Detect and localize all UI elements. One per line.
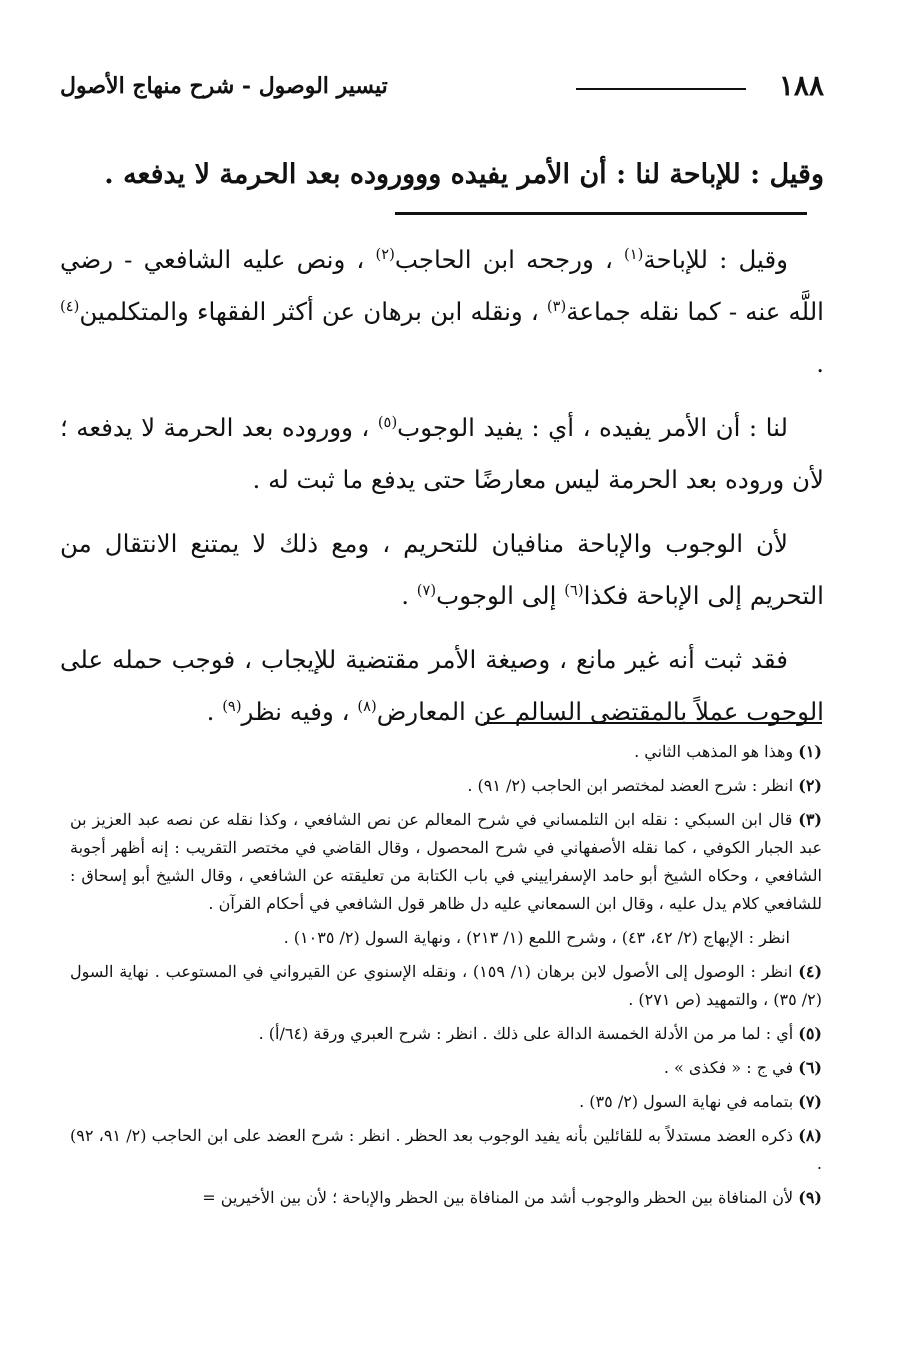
- paragraph-text: إلى الوجوب: [436, 581, 565, 610]
- paragraph-text: .: [816, 349, 824, 378]
- footnote-ref: (١): [624, 245, 644, 263]
- footnote-number: (١): [798, 742, 822, 761]
- footnote: [70, 1020, 822, 1048]
- footnote-ref: (٩): [222, 697, 242, 715]
- page-number: ١٨٨: [778, 69, 824, 102]
- footnote-ref: (٥): [377, 413, 398, 431]
- paragraph-text: .: [206, 697, 223, 726]
- footnote-text: في ج : « فكذى » .: [663, 1058, 794, 1077]
- footnote-ref: (٢): [375, 245, 395, 263]
- footnote-number: (٤): [798, 962, 823, 981]
- matn-text: وقيل : للإباحة لنا : أن الأمر يفيده وووروده بعد الحرمة لا يدفعه .: [104, 159, 824, 190]
- footnote-number: (٢): [798, 776, 822, 795]
- footnotes-divider: [484, 722, 822, 724]
- footnote-text: ذكره العضد مستدلاً به للقائلين بأنه يفيد الوجوب بعد الحظر . انظر : شرح العضد على ابن الحاجب (٢/ ٩١، ٩٢) .: [70, 1126, 822, 1173]
- footnote-text: انظر : الإبهاج (٢/ ٤٢، ٤٣) ، وشرح اللمع (١/ ٢١٣) ، ونهاية السول (٢/ ١٠٣٥) .: [283, 928, 790, 947]
- footnote-ref: (٨): [357, 697, 377, 715]
- footnote: [70, 1054, 822, 1082]
- paragraph-text: لأن الوجوب والإباحة منافيان للتحريم ، ومع ذلك لا يمتنع الانتقال من التحريم إلى الإباحة فكذا: [60, 529, 824, 610]
- header-divider: [576, 88, 746, 90]
- paragraph-text: ، ووروده بعد الحرمة لا يدفعه ؛ لأن وروده بعد الحرمة ليس معارضًا حتى يدفع ما ثبت له .: [60, 413, 824, 494]
- footnote: [70, 1184, 822, 1212]
- paragraph-3: [60, 518, 824, 622]
- footnote: [70, 806, 822, 918]
- footnote-ref: (٤): [60, 297, 80, 315]
- footnote-number: (٩): [798, 1188, 822, 1207]
- paragraph-text: فقد ثبت أنه غير مانع ، وصيغة الأمر مقتضية للإيجاب ، فوجب حمله على الوجوب عملاً بالمقتضى السالم عن المعارض: [60, 645, 824, 726]
- footnote-continuation: [70, 924, 822, 952]
- commentary-body: [60, 234, 824, 750]
- footnote: [70, 1088, 822, 1116]
- footnote-number: (٥): [798, 1024, 822, 1043]
- footnote-text: وهذا هو المذهب الثاني .: [634, 742, 794, 761]
- footnote-text: أي : لما مر من الأدلة الخمسة الدالة على ذلك . انظر : شرح العبري ورقة (٦٤/أ) .: [258, 1024, 794, 1043]
- paragraph-text: وقيل : للإباحة: [643, 245, 788, 274]
- paragraph-2: [60, 402, 824, 506]
- paragraph-text: ، ونقله ابن برهان عن أكثر الفقهاء والمتكلمين: [79, 297, 547, 326]
- running-title: تيسير الوصول - شرح منهاج الأصول: [60, 73, 388, 99]
- footnote: [70, 738, 822, 766]
- footnote-number: (٨): [798, 1126, 823, 1145]
- footnote-text: انظر : الوصول إلى الأصول لابن برهان (١/ ١٥٩) ، ونقله الإسنوي عن القيرواني في المستوعب . نهاية السول (٢/ ٣٥) ، والتمهيد (ص ٢٧١) .: [70, 962, 822, 1009]
- footnote-text: بتمامه في نهاية السول (٢/ ٣٥) .: [579, 1092, 794, 1111]
- footnote-number: (٦): [798, 1058, 822, 1077]
- footnote: [70, 772, 822, 800]
- paragraph-text: لنا : أن الأمر يفيده ، أي : يفيد الوجوب: [397, 413, 788, 442]
- footnote-ref: (٦): [564, 581, 584, 599]
- paragraph-text: ، وفيه نظر: [241, 697, 358, 726]
- footnote-text: قال ابن السبكي : نقله ابن التلمساني في شرح المعالم عن نص الشافعي ، وكذا نقله عن نصه عبد العزيز بن عبد الجبار الكوفي ، كما نقله الأصفهاني في شرح المحصول ، وقال القاضي في مختصر التقريب : إنه أظهر أجوبة الشافعي ، وحكاه الشيخ أبو حامد الإسفراييني في باب الكتابة من تعليقته عن الشافعي ، وقال الشيخ أبو إسحاق : للشافعي كلام يدل عليه ، وقال ابن السمعاني عليه دل ظاهر قول الشافعي في أحكام القرآن .: [70, 810, 823, 913]
- footnote-number: (٣): [798, 810, 822, 829]
- footnote-ref: (٧): [416, 581, 437, 599]
- paragraph-text: ، ونص عليه الشافعي - رضي اللَّه عنه - كما نقله جماعة: [60, 245, 824, 326]
- matn-divider: [395, 212, 807, 215]
- footnote-text: انظر : شرح العضد لمختصر ابن الحاجب (٢/ ٩١) .: [467, 776, 794, 795]
- footnote-ref: (٣): [546, 297, 567, 315]
- paragraph-text: ، ورجحه ابن الحاجب: [394, 245, 624, 274]
- footnote-number: (٧): [798, 1092, 822, 1111]
- paragraph-1: [60, 234, 824, 390]
- footnote: [70, 958, 822, 1014]
- page-header: [60, 66, 824, 106]
- footnote-text: لأن المنافاة بين الحظر والوجوب أشد من المنافاة بين الحظر والإباحة ؛ لأن بين الأخيرين =: [202, 1188, 794, 1207]
- footnotes: [70, 738, 822, 1218]
- paragraph-text: .: [401, 581, 417, 610]
- footnote: [70, 1122, 822, 1178]
